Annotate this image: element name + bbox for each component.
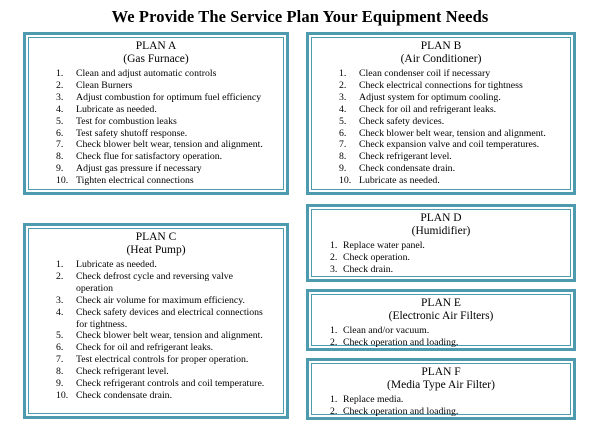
plan-b-item: 6. Check blower belt wear, tension and alignment. — [339, 127, 546, 139]
plan-d-card — [306, 204, 576, 282]
plan-a-item: 9. Adjust gas pressure if necessary — [56, 163, 202, 175]
plan-b-item: 3. Adjust system for optimum cooling. — [339, 91, 501, 103]
plan-f-title: PLAN F — [421, 366, 461, 378]
plan-b-item: 2. Check electrical connections for tightness — [339, 79, 523, 91]
plan-e-title: PLAN E — [421, 297, 461, 309]
plan-b-checklist — [339, 68, 573, 187]
plan-a-item: 6. Test safety shutoff response. — [56, 127, 188, 139]
plan-b-item: 1. Clean condenser coil if necessary — [339, 68, 491, 79]
plan-e-checklist — [330, 325, 573, 349]
plan-e-item: 2. Check operation and loading. — [330, 336, 459, 348]
plan-a-item: 7. Check blower belt wear, tension and alignment. — [56, 139, 263, 151]
plan-f-subtitle: (Media Type Air Filter) — [387, 379, 495, 391]
plan-f-item: 2. Check operation and loading. — [330, 405, 459, 417]
plan-c-item: 10. Check condensate drain. — [56, 389, 173, 401]
plan-c-item: 8. Check refrigerant level. — [56, 366, 169, 378]
plan-a-item: 10. Tighten electrical connections — [56, 175, 194, 187]
plan-d-checklist — [330, 240, 573, 276]
plan-c-item: 1. Lubricate as needed. — [56, 259, 157, 270]
plan-c-title: PLAN C — [135, 231, 177, 243]
plan-c-subtitle: (Heat Pump) — [126, 244, 186, 256]
plan-d-item: 2. Check operation. — [330, 251, 410, 263]
plan-e-subtitle: (Electronic Air Filters) — [388, 310, 494, 322]
plan-c-checklist — [56, 259, 286, 402]
plan-c-item: 5. Check blower belt wear, tension and alignment. — [56, 330, 263, 342]
plan-c-item: 4. Check safety devices and electrical connections for tightness. — [56, 306, 263, 330]
plan-b-subtitle: (Air Conditioner) — [400, 53, 482, 65]
plan-a-checklist — [56, 68, 286, 187]
plan-c-item: 6. Check for oil and refrigerant leaks. — [56, 342, 214, 354]
plan-a-item: 4. Lubricate as needed. — [56, 103, 157, 115]
plan-a-item: 1. Clean and adjust automatic controls — [56, 68, 217, 79]
plan-a-item: 3. Adjust combustion for optimum fuel efficiency — [56, 91, 262, 103]
plan-f-item: 1. Replace media. — [330, 394, 404, 405]
plan-b-item: 4. Check for oil and refrigerant leaks. — [339, 103, 497, 115]
plan-c-item: 7. Test electrical controls for proper operation. — [56, 354, 249, 366]
plan-a-item: 2. Clean Burners — [56, 79, 133, 91]
plan-e-item: 1. Clean and/or vacuum. — [330, 325, 430, 336]
plan-a-card — [23, 32, 289, 195]
plan-b-item: 10. Lubricate as needed. — [339, 175, 440, 187]
plan-a-item: 5. Test for combustion leaks — [56, 115, 177, 127]
plan-e-card — [306, 289, 576, 351]
plan-c-item: 3. Check air volume for maximum efficiency. — [56, 294, 245, 306]
plan-d-item: 1. Replace water panel. — [330, 240, 425, 251]
plan-b-item: 7. Check expansion valve and coil temperatures. — [339, 139, 540, 151]
plan-a-item: 8. Check flue for satisfactory operation. — [56, 151, 223, 163]
plan-d-item: 3. Check drain. — [330, 263, 394, 275]
plan-d-subtitle: (Humidifier) — [411, 225, 471, 237]
plan-b-title: PLAN B — [420, 40, 462, 52]
plan-a-title: PLAN A — [135, 40, 177, 52]
plan-c-item: 2. Check defrost cycle and reversing valve operation — [56, 270, 233, 294]
plan-f-checklist — [330, 394, 573, 418]
plan-b-item: 9. Check condensate drain. — [339, 163, 456, 175]
plan-b-item: 8. Check refrigerant level. — [339, 151, 452, 163]
plan-d-title: PLAN D — [420, 212, 462, 224]
page-title: We Provide The Service Plan Your Equipment Needs — [111, 7, 489, 26]
plan-c-item: 9. Check refrigerant controls and coil temperature. — [56, 378, 265, 390]
plan-b-card — [306, 32, 576, 195]
plan-b-item: 5. Check safety devices. — [339, 115, 445, 127]
plan-f-card — [306, 358, 576, 420]
plan-a-subtitle: (Gas Furnace) — [123, 53, 189, 65]
plan-c-card — [23, 223, 289, 419]
